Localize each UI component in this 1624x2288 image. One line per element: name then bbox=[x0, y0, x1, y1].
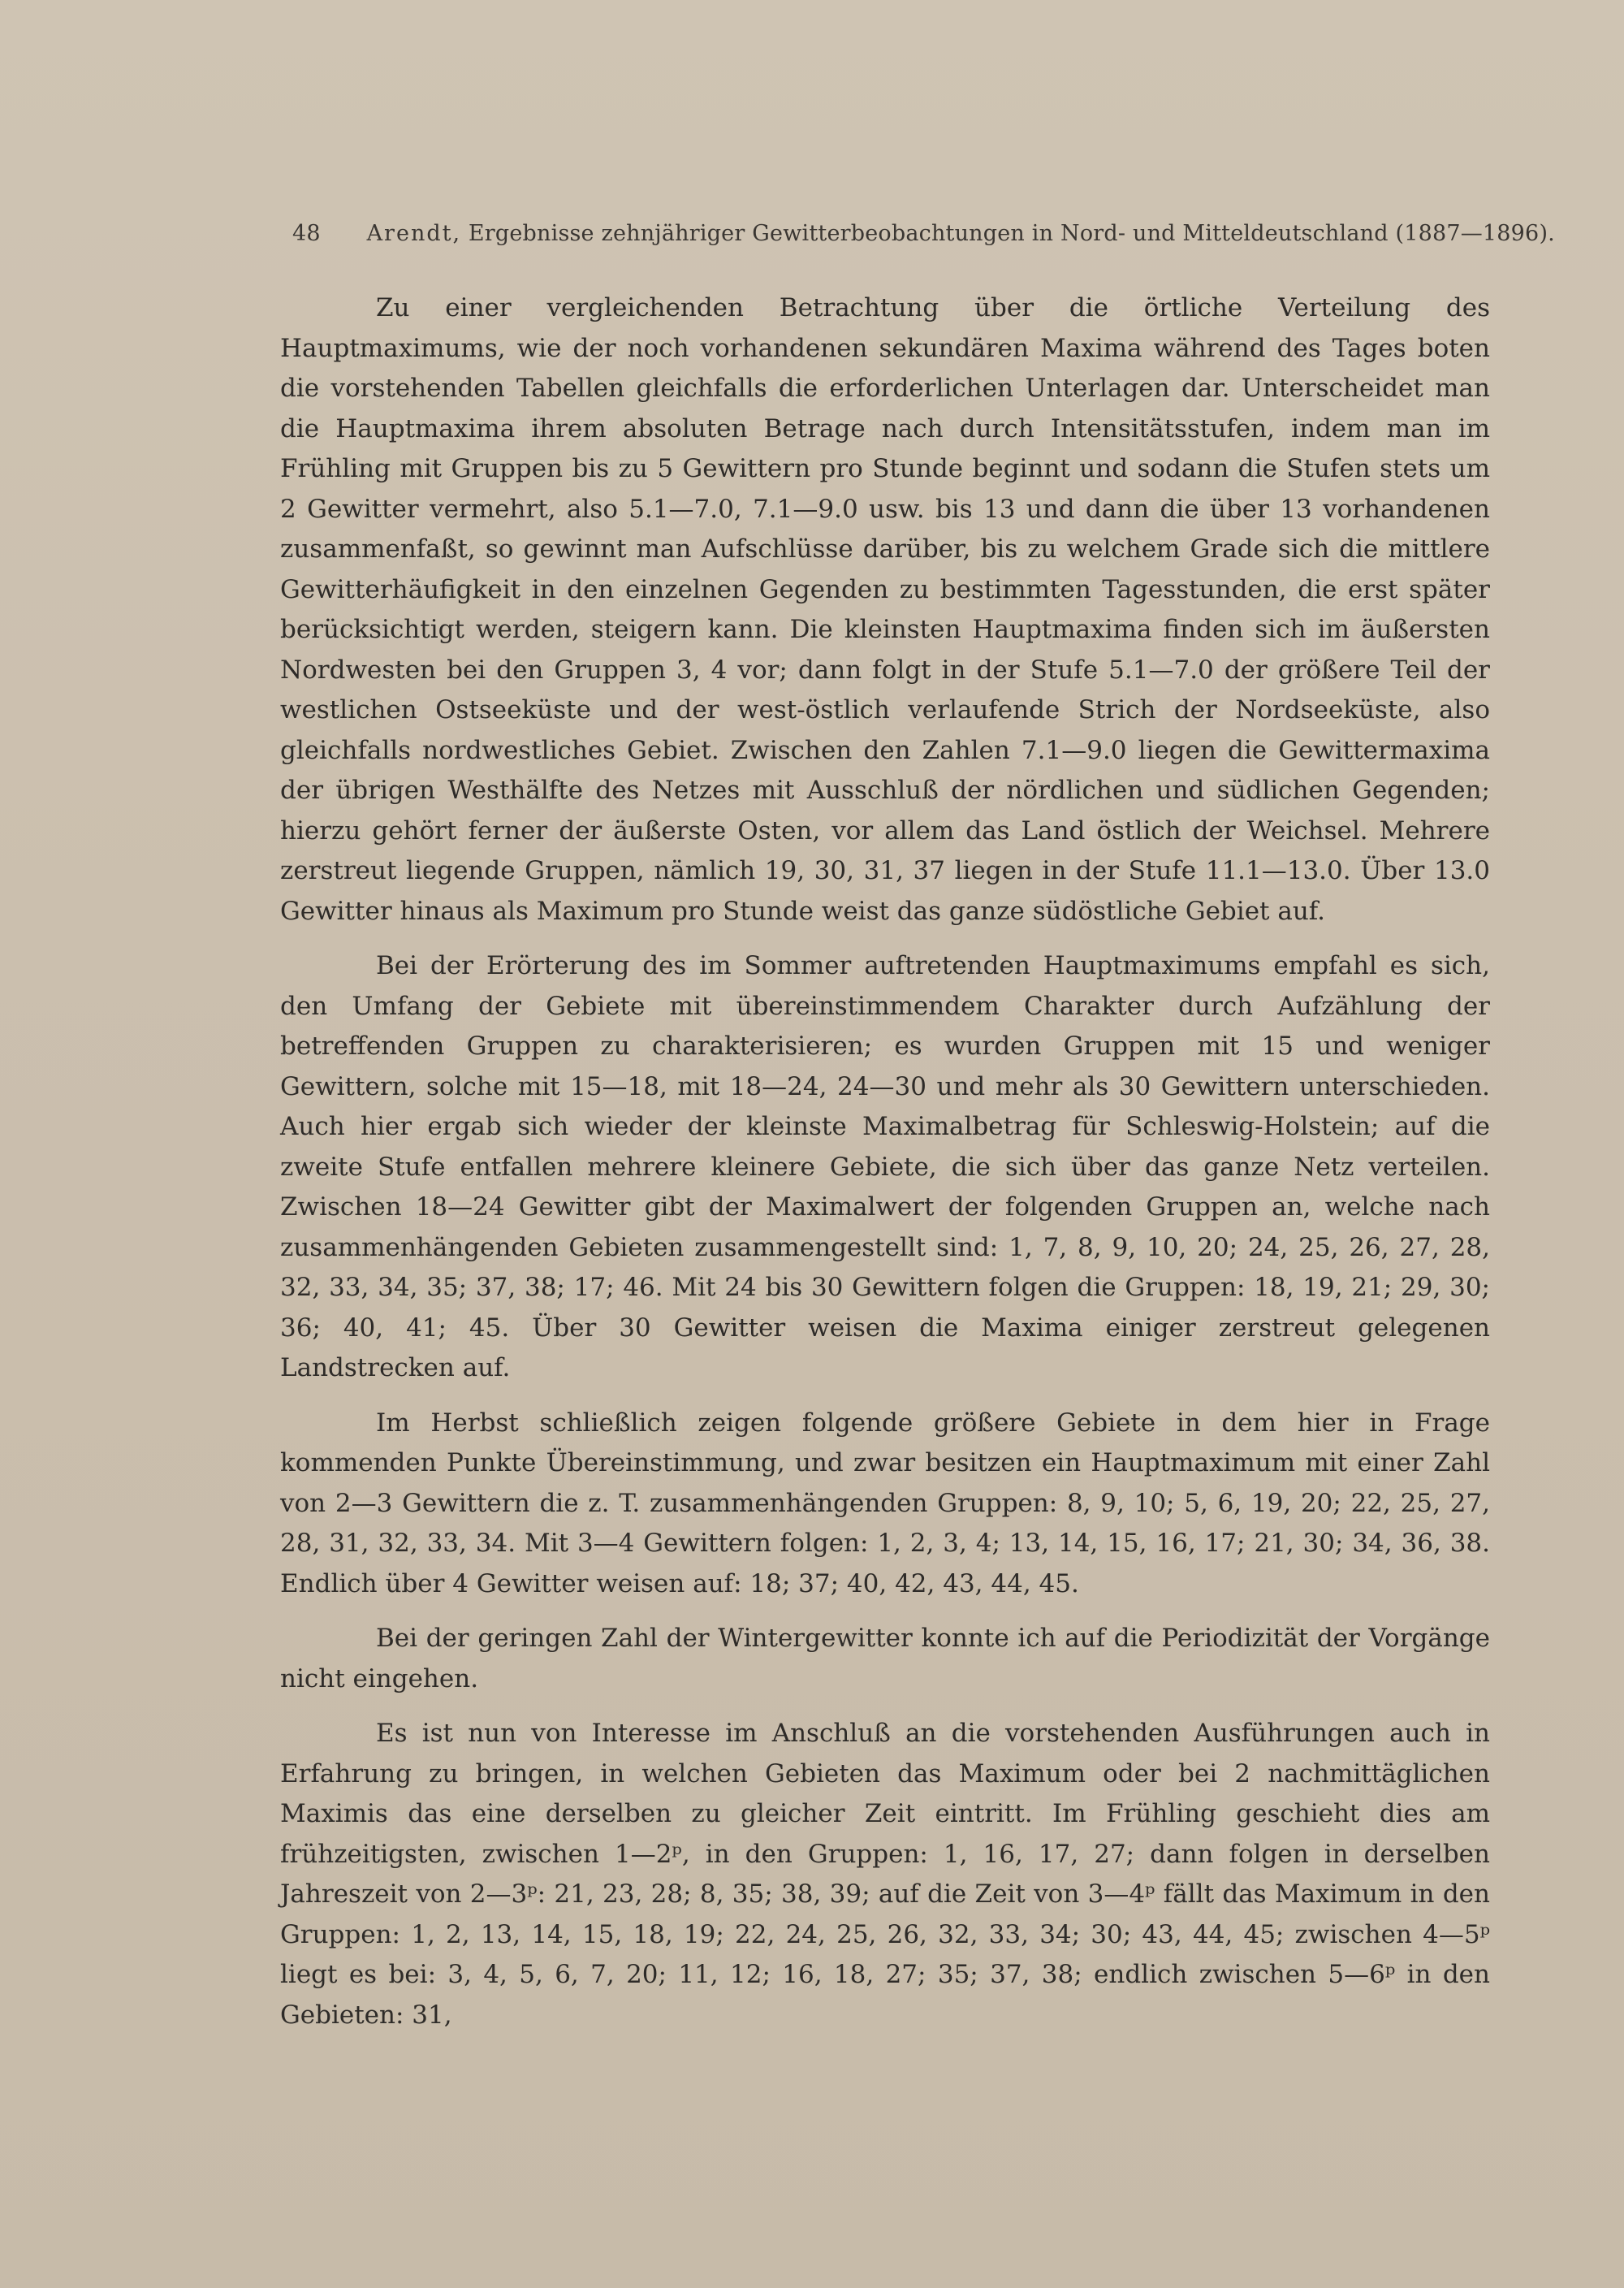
paragraph-autumn-maxima: Im Herbst schließlich zeigen folgende größere Gebiete in dem hier in Frage kommenden Punkte Übereinstimmung, und zwar besitzen ein Hauptmaximum mit einer Zahl von 2—3 Gewittern die z. T. zusammenhängenden Gruppen: 8, 9, 10; 5, 6, 19, 20; 22, 25, 27, 28, 31, 32, 33, 34. Mit 3—4 Gewittern folgen: 1, 2, 3, 4; 13, 14, 15, 16, 17; 21, 30; 34, 36, 38. Endlich über 4 Gewitter weisen auf: 18; 37; 40, 42, 43, 44, 45. bbox=[280, 1408, 1490, 1598]
paragraph-spring-maxima: Zu einer vergleichenden Betrachtung über die örtliche Verteilung des Hauptmaximums, wie der noch vorhandenen sekundären Maxima während des Tages boten die vorstehenden Tabellen gleichfalls die erforderlichen Unterlagen dar. Unterscheidet man die Hauptmaxima ihrem absoluten Betrage nach durch Intensitätsstufen, indem man im Frühling mit Gruppen bis zu 5 Gewittern pro Stunde beginnt und sodann die Stufen stets um 2 Gewitter vermehrt, also 5.1—7.0, 7.1—9.0 usw. bis 13 und dann die über 13 vorhandenen zusammenfaßt, so gewinnt man Aufschlüsse darüber, bis zu welchem Grade sich die mittlere Gewitterhäufigkeit in den einzelnen Gegenden zu bestimmten Tagesstunden, die erst später berücksichtigt werden, steigern kann. Die kleinsten Hauptmaxima finden sich im äußersten Nordwesten bei den Gruppen 3, 4 vor; dann folgt in der Stufe 5.1—7.0 der größere Teil der westlichen Ostseeküste und der west-östlich verlaufende Strich der Nordseeküste, also gleichfalls nordwestliches Gebiet. Zwischen den Zahlen 7.1—9.0 liegen die Gewittermaxima der übrigen Westhälfte des Netzes mit Ausschluß der nördlichen und südlichen Gegenden; hierzu gehört ferner der äußerste Osten, vor allem das Land östlich der Weichsel. Mehrere zerstreut liegende Gruppen, nämlich 19, 30, 31, 37 liegen in der Stufe 11.1—13.0. Über 13.0 Gewitter hinaus als Maximum pro Stunde weist das ganze südöstliche Gebiet auf. bbox=[280, 293, 1490, 926]
running-header bbox=[292, 221, 1555, 246]
body-text bbox=[280, 288, 1490, 2035]
paragraph-summer-maxima: Bei der Erörterung des im Sommer auftretenden Hauptmaximums empfahl es sich, den Umfang der Gebiete mit übereinstimmendem Charakter durch Aufzählung der betreffenden Gruppen zu charakterisieren; es wurden Gruppen mit 15 und weniger Gewittern, solche mit 15—18, mit 18—24, 24—30 und mehr als 30 Gewittern unterschieden. Auch hier ergab sich wieder der kleinste Maximalbetrag für Schleswig-Holstein; auf die zweite Stufe entfallen mehrere kleinere Gebiete, die sich über das ganze Netz verteilen. Zwischen 18—24 Gewitter gibt der Maximalwert der folgenden Gruppen an, welche nach zusammenhängenden Gebieten zusammengestellt sind: 1, 7, 8, 9, 10, 20; 24, 25, 26, 27, 28, 32, 33, 34, 35; 37, 38; 17; 46. Mit 24 bis 30 Gewittern folgen die Gruppen: 18, 19, 21; 29, 30; 36; 40, 41; 45. Über 30 Gewitter weisen die Maxima einiger zerstreut gelegenen Landstrecken auf. bbox=[280, 951, 1490, 1382]
paragraph-winter: Bei der geringen Zahl der Wintergewitter konnte ich auf die Periodizität der Vorgänge nicht eingehen. bbox=[280, 1624, 1490, 1693]
page-number: 48 bbox=[292, 221, 321, 246]
paragraph-time-of-maximum: Es ist nun von Interesse im Anschluß an die vorstehenden Ausführungen auch in Erfahrung zu bringen, in welchen Gebieten das Maximum oder bei 2 nachmittäglichen Maximis das eine derselben zu gleicher Zeit eintritt. Im Frühling geschieht dies am frühzeitigsten, zwischen 1—2ᵖ, in den Gruppen: 1, 16, 17, 27; dann folgen in derselben Jahreszeit von 2—3ᵖ: 21, 23, 28; 8, 35; 38, 39; auf die Zeit von 3—4ᵖ fällt das Maximum in den Gruppen: 1, 2, 13, 14, 15, 18, 19; 22, 24, 25, 26, 32, 33, 34; 30; 43, 44, 45; zwischen 4—5ᵖ liegt es bei: 3, 4, 5, 6, 7, 20; 11, 12; 16, 18, 27; 35; 37, 38; endlich zwischen 5—6ᵖ in den Gebieten: 31, bbox=[280, 1719, 1490, 2030]
header-author: Arendt, bbox=[366, 221, 462, 246]
header-title: Ergebnisse zehnjähriger Gewitterbeobachtungen in Nord- und Mitteldeutschland (1887—1896). bbox=[468, 221, 1555, 246]
